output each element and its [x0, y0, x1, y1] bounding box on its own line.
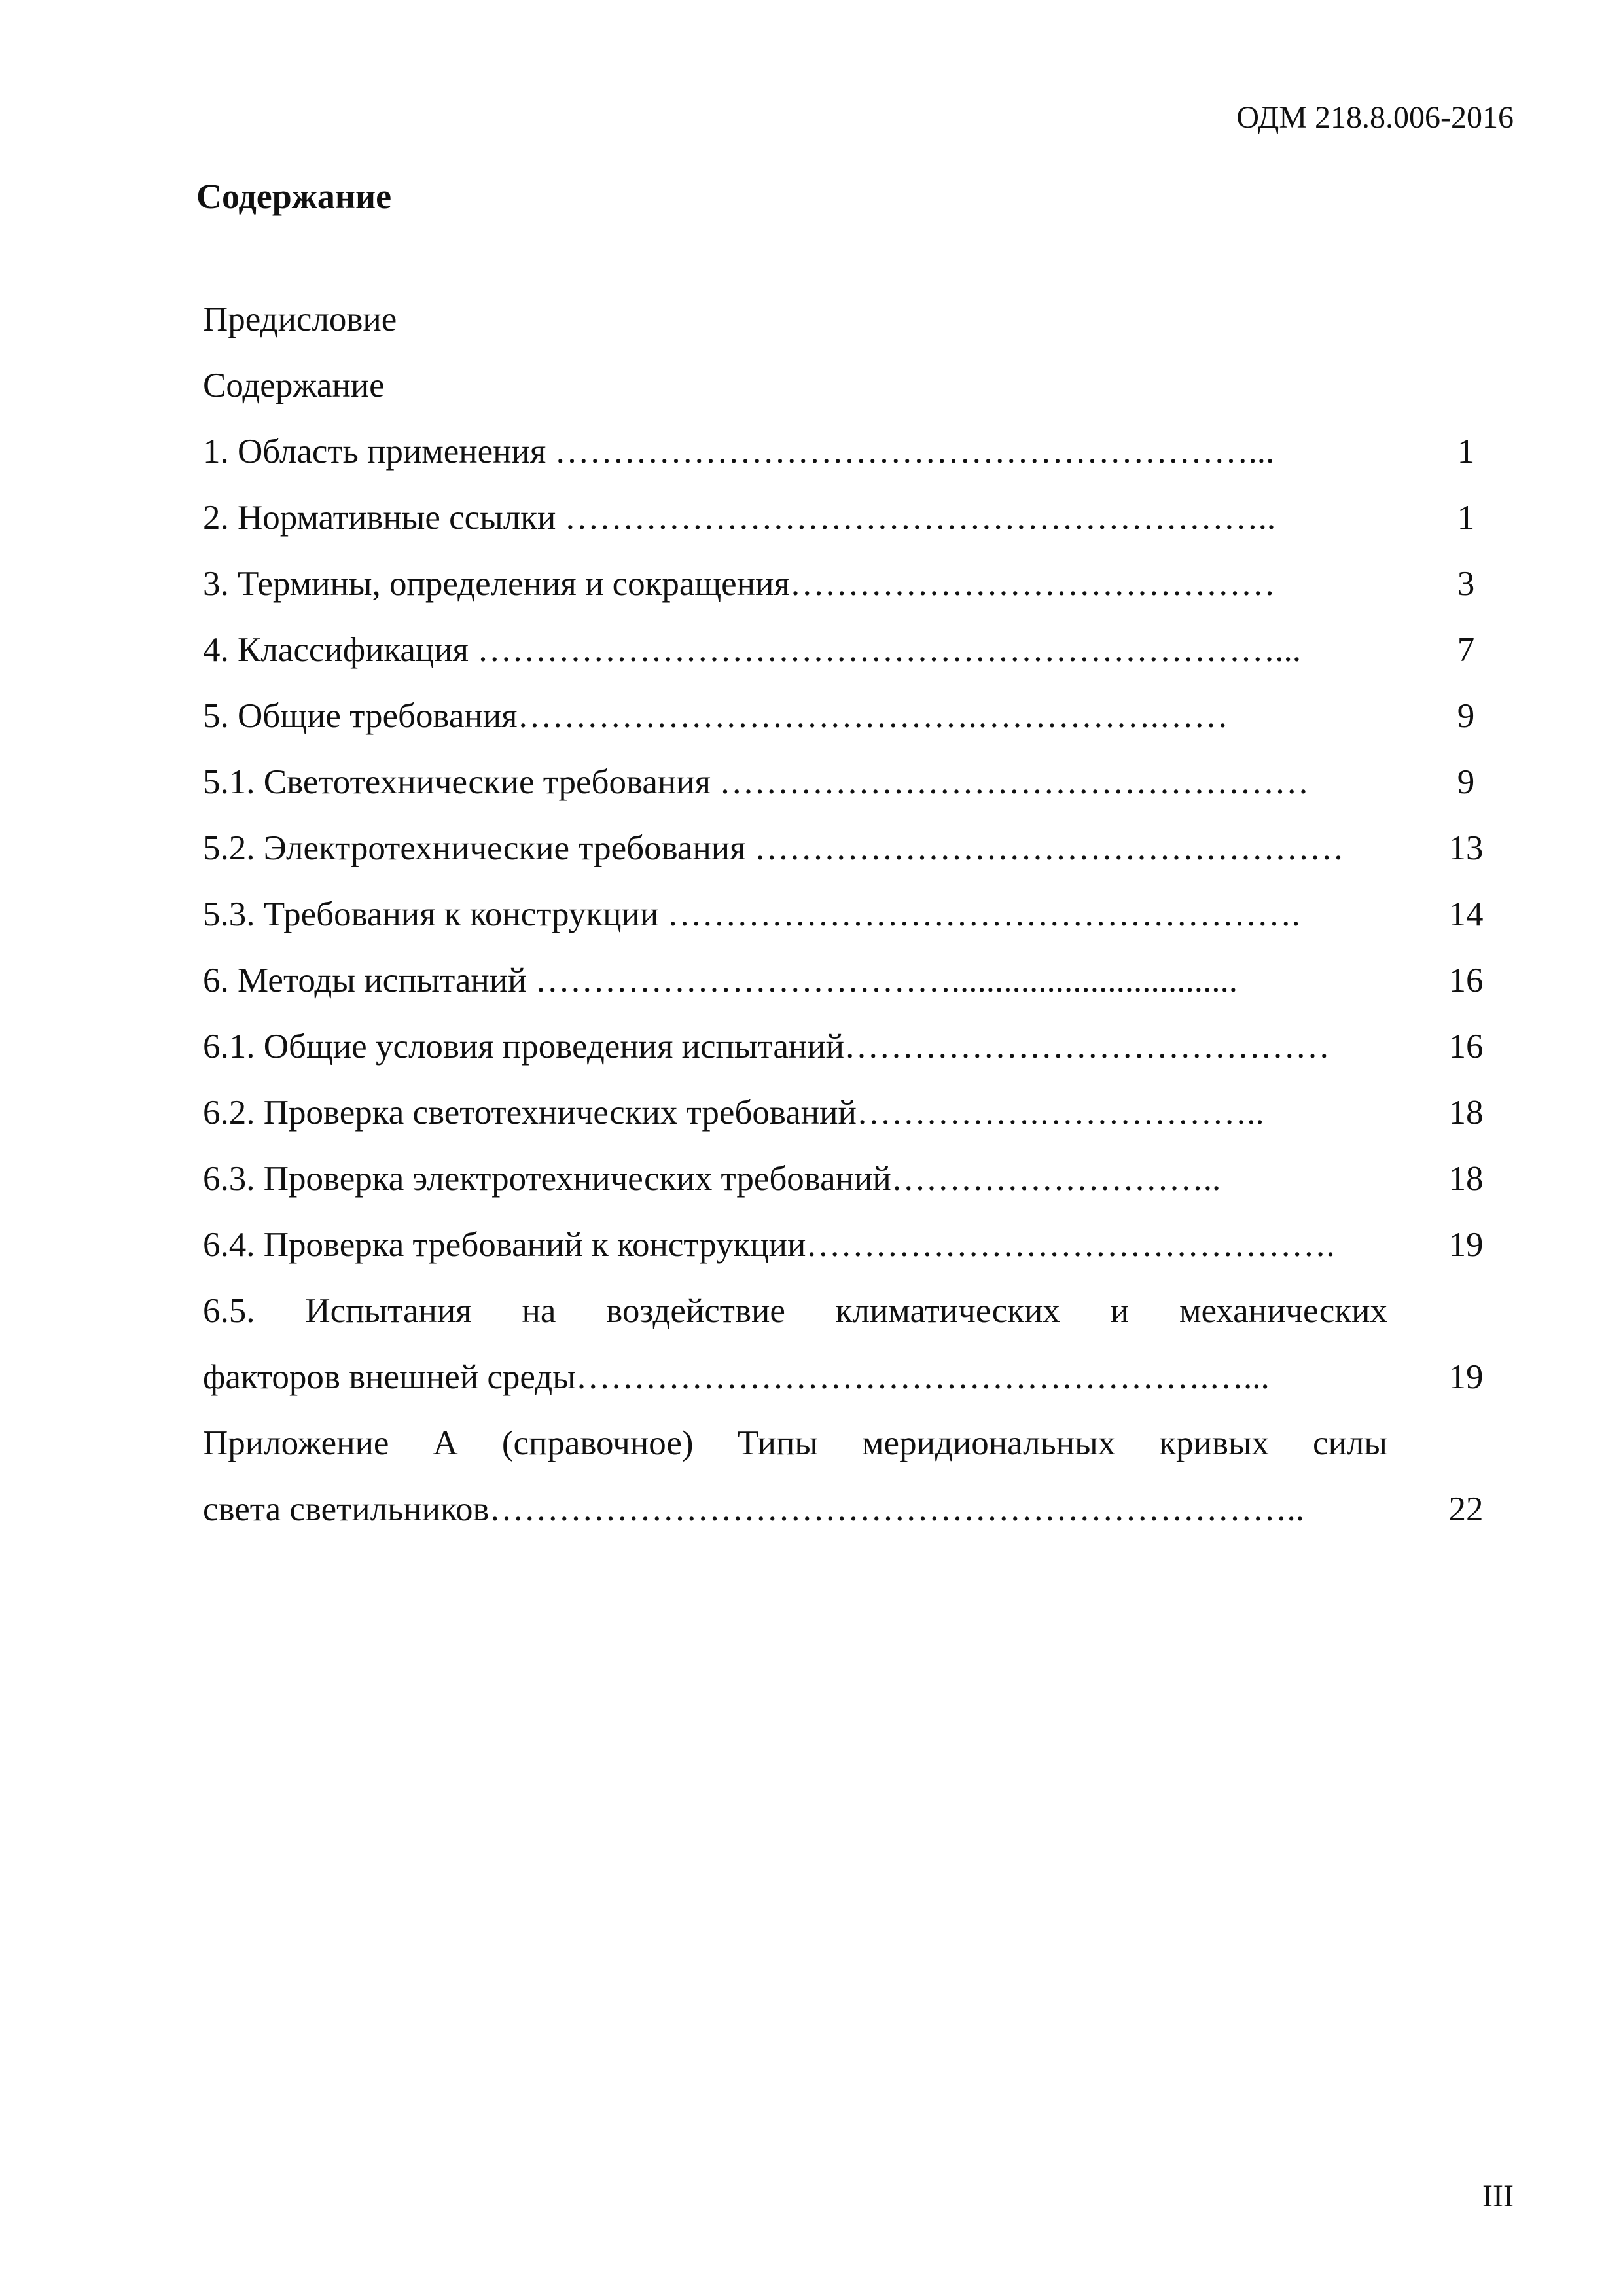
page-number: III — [1482, 2179, 1514, 2214]
toc-page: 18 — [1448, 1160, 1484, 1198]
toc-row[interactable] — [203, 1410, 1512, 1477]
toc-page: 1 — [1457, 499, 1475, 537]
toc-row[interactable] — [203, 816, 1512, 882]
toc-page: 22 — [1448, 1490, 1484, 1528]
toc-page: 16 — [1448, 961, 1484, 999]
toc-title: 5. Общие требования………………………………….…………….…… — [203, 697, 1228, 735]
toc-title: 6.5. Испытания на воздействие климатических и механических — [203, 1292, 1387, 1330]
toc-page: 19 — [1448, 1226, 1484, 1264]
toc-row[interactable] — [203, 1146, 1512, 1212]
toc-page: 7 — [1457, 631, 1475, 669]
toc-title: 5.2. Электротехнические требования …………………………………………… — [203, 829, 1344, 867]
toc-row[interactable] — [203, 1014, 1512, 1080]
toc-row[interactable] — [203, 1080, 1512, 1146]
toc-row[interactable] — [203, 683, 1512, 749]
toc-row[interactable] — [203, 749, 1512, 816]
toc-title: факторов внешней среды……………………………………………….…... — [203, 1358, 1270, 1396]
toc-page: 13 — [1448, 829, 1484, 867]
toc-title: Приложение А (справочное) Типы меридиональных кривых силы — [203, 1424, 1387, 1462]
toc-row[interactable] — [203, 353, 1512, 419]
toc-title: Предисловие — [203, 300, 397, 338]
toc-title: 6.3. Проверка электротехнических требований……………………….. — [203, 1160, 1221, 1198]
toc-row[interactable] — [203, 617, 1512, 683]
toc-title: 1. Область применения ……………………………………………………... — [203, 433, 1275, 471]
toc-page: 16 — [1448, 1028, 1484, 1066]
toc-title: Содержание — [203, 367, 385, 404]
toc-page: 9 — [1457, 763, 1475, 801]
toc-row[interactable] — [203, 948, 1512, 1014]
toc-page: 3 — [1457, 565, 1475, 603]
toc-title: 4. Классификация ……………………………………………………………... — [203, 631, 1302, 669]
toc-row[interactable] — [203, 882, 1512, 948]
toc-title: 6.2. Проверка светотехнических требований…………….……………….. — [203, 1094, 1264, 1132]
toc-row[interactable] — [203, 485, 1512, 551]
toc-title: 6.4. Проверка требований к конструкции………………………………………. — [203, 1226, 1335, 1264]
toc-page: 19 — [1448, 1358, 1484, 1396]
toc-row[interactable] — [203, 551, 1512, 617]
toc-page: 1 — [1457, 433, 1475, 471]
toc-title: 6. Методы испытаний ………………………………................................. — [203, 961, 1238, 999]
toc-title: 5.3. Требования к конструкции ………………………………………………. — [203, 895, 1300, 933]
toc-title: 3. Термины, определения и сокращения…………………………………… — [203, 565, 1275, 603]
toc-row[interactable] — [203, 287, 1512, 353]
toc-title: 5.1. Светотехнические требования …………………………………………… — [203, 763, 1310, 801]
toc-row[interactable] — [203, 1212, 1512, 1278]
contents-heading: Содержание — [196, 177, 392, 216]
document-code: ОДМ 218.8.006-2016 — [1236, 100, 1514, 135]
toc-row[interactable] — [203, 1477, 1512, 1543]
toc-row[interactable] — [203, 419, 1512, 485]
toc-row[interactable] — [203, 1344, 1512, 1410]
toc-page: 9 — [1457, 697, 1475, 735]
toc-row[interactable] — [203, 1278, 1512, 1344]
table-of-contents — [203, 287, 1512, 1543]
toc-title: 2. Нормативные ссылки …………………………………………………….. — [203, 499, 1276, 537]
toc-page: 18 — [1448, 1094, 1484, 1132]
toc-page: 14 — [1448, 895, 1484, 933]
toc-title: 6.1. Общие условия проведения испытаний…………………………………… — [203, 1028, 1330, 1066]
toc-title: света светильников…………………………………………………………….. — [203, 1490, 1305, 1528]
